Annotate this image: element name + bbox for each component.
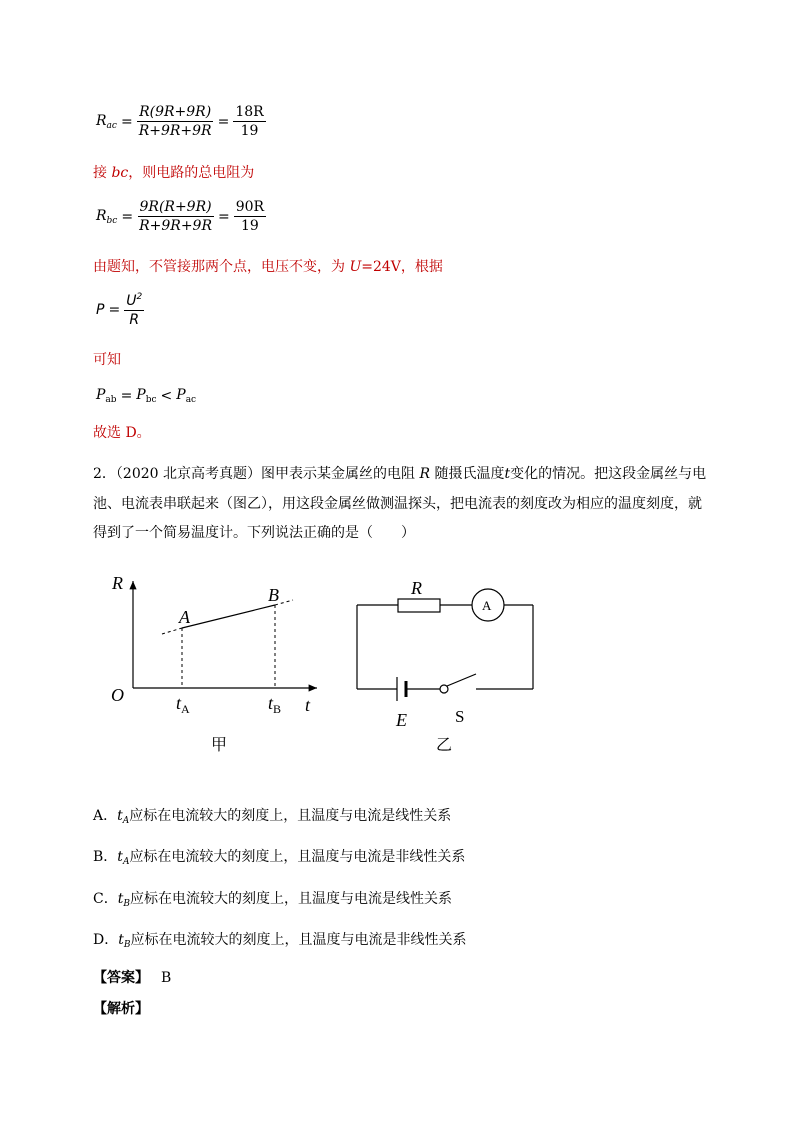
line1-a: 接 [93, 165, 112, 181]
eq1-result-den: 19 [240, 123, 259, 139]
text-line-bc [93, 163, 254, 183]
eq4-p1: P [96, 387, 106, 403]
option-b-sub: A [122, 857, 130, 867]
analysis-label: 【解析】 [93, 1001, 149, 1017]
eq2-result [234, 199, 266, 234]
option-d-letter: D． [93, 932, 119, 948]
switch-blade [447, 674, 476, 686]
caption-jia: 甲 [211, 737, 228, 754]
origin-label: O [111, 685, 124, 705]
option-a-sub: A [122, 816, 130, 826]
option-c[interactable] [93, 889, 452, 914]
switch-label: S [455, 707, 465, 726]
eq1-result-num: 18R [235, 104, 264, 120]
eq3-num-sup: 2 [136, 292, 143, 302]
equation-power: P = $\frac{U^2}{R}$ [96, 292, 143, 328]
eq2-lhs-sub: bc [106, 215, 118, 226]
switch-pivot [440, 685, 448, 693]
eq3-denominator: R [129, 312, 140, 328]
ammeter-label: A [482, 598, 492, 613]
option-d-sub: B [123, 940, 131, 950]
text-line-voltage [93, 257, 443, 277]
eq4-rel1: = [120, 388, 133, 404]
eq3-fraction [124, 292, 144, 328]
tick-a-label: $t_A$ [176, 693, 190, 716]
eq4-rel2: < [160, 388, 173, 404]
eq3-num-var: U [126, 293, 137, 309]
option-a-letter: A． [93, 808, 118, 824]
line-extension-left [162, 628, 182, 634]
option-a-text: 应标在电流较大的刻度上，且温度与电流是线性关系 [129, 808, 452, 824]
option-b[interactable] [93, 847, 465, 872]
question-l1-b: 随摄氏温度 [430, 466, 505, 482]
eq4-p3: P [176, 387, 186, 403]
eq1-lhs: R [96, 112, 107, 129]
option-c-sub: B [123, 899, 130, 909]
answer-value: B [161, 970, 172, 986]
equation-r-ac: $R_{ac}$ = $\frac{R(9R+9R)}{R+9R+9R}$ = $\frac{18R}{19}$ [96, 104, 264, 139]
eq1-denominator: R+9R+9R [138, 123, 212, 139]
text-line-kezhi: 可知 [93, 352, 121, 368]
question-line-2: 池、电流表串联起来（图乙），用这段金属丝做测温探头，把电流表的刻度改为相应的温度刻度，就 [93, 496, 702, 512]
answer-label: 【答案】 [93, 970, 149, 986]
question-line-3: 得到了一个简易温度计。下列说法正确的是（ ） [93, 525, 415, 541]
option-b-text: 应标在电流较大的刻度上，且温度与电流是非线性关系 [129, 849, 466, 865]
option-c-text: 应标在电流较大的刻度上，且温度与电流是线性关系 [129, 891, 452, 907]
option-c-var: t [117, 891, 124, 907]
line2-var: U [349, 259, 362, 275]
eq4-s1: ab [105, 395, 117, 405]
eq3-lhs: P [96, 302, 105, 318]
resistor-label: R [411, 578, 422, 598]
text-line-answer-d: 故选 D。 [93, 425, 151, 441]
option-b-letter: B． [93, 849, 118, 865]
line1-b: ，则电路的总电阻为 [128, 165, 255, 181]
y-label: R [112, 573, 123, 593]
question-var-r: R [419, 466, 431, 482]
eq1-numerator: R(9R+9R) [139, 104, 212, 120]
equation-r-bc: $R_{bc}$ = $\frac{9R(R+9R)}{R+9R+9R}$ = $\frac{90R}{19}$ [96, 199, 265, 234]
option-a[interactable] [93, 806, 451, 831]
line1-var: bc [111, 165, 129, 181]
question-var-t: t [504, 466, 511, 482]
eq1-fraction [137, 104, 214, 139]
battery-label: E [396, 710, 407, 730]
eq4-s2: bc [145, 395, 157, 405]
option-d-var: t [118, 932, 124, 948]
resistor-symbol [398, 599, 440, 612]
eq4-p2: P [136, 387, 146, 403]
eq2-result-den: 19 [241, 218, 259, 234]
eq2-fraction [137, 199, 214, 234]
option-d-text: 应标在电流较大的刻度上，且温度与电流是非线性关系 [130, 932, 467, 948]
eq2-lhs: R [96, 207, 107, 224]
equation-power-compare [96, 387, 196, 405]
figure-yi-circuit [345, 565, 545, 760]
r-t-line [182, 605, 275, 628]
answer-line [93, 968, 171, 988]
eq2-numerator: 9R(R+9R) [139, 199, 212, 215]
option-d[interactable] [93, 930, 467, 955]
question-l1-c: 变化的情况。把这段金属丝与电 [510, 466, 707, 482]
option-c-letter: C． [93, 891, 118, 907]
line2-a: 由题知，不管接那两个点，电压不变，为 [93, 259, 350, 275]
question-source: （2020 北京高考真题） [115, 466, 262, 482]
point-b-label: B [268, 585, 279, 605]
eq1-result [233, 104, 265, 139]
eq4-s3: ac [185, 395, 197, 405]
eq2-result-num: 90R [235, 199, 265, 215]
line2-b: =24V，根据 [361, 259, 443, 275]
eq1-lhs-sub: ac [106, 120, 117, 131]
eq2-denominator: R+9R+9R [139, 218, 212, 234]
option-a-var: t [117, 808, 123, 824]
question-line-1 [93, 464, 706, 484]
caption-yi: 乙 [436, 737, 453, 754]
question-l1-a: 图甲表示某金属丝的电阻 [261, 466, 420, 482]
figure-jia-graph [100, 565, 330, 760]
option-b-var: t [117, 849, 123, 865]
x-label: t [305, 695, 311, 715]
point-a-label: A [179, 607, 190, 627]
question-number: 2． [93, 466, 116, 482]
tick-b-label: $t_B$ [268, 693, 282, 716]
